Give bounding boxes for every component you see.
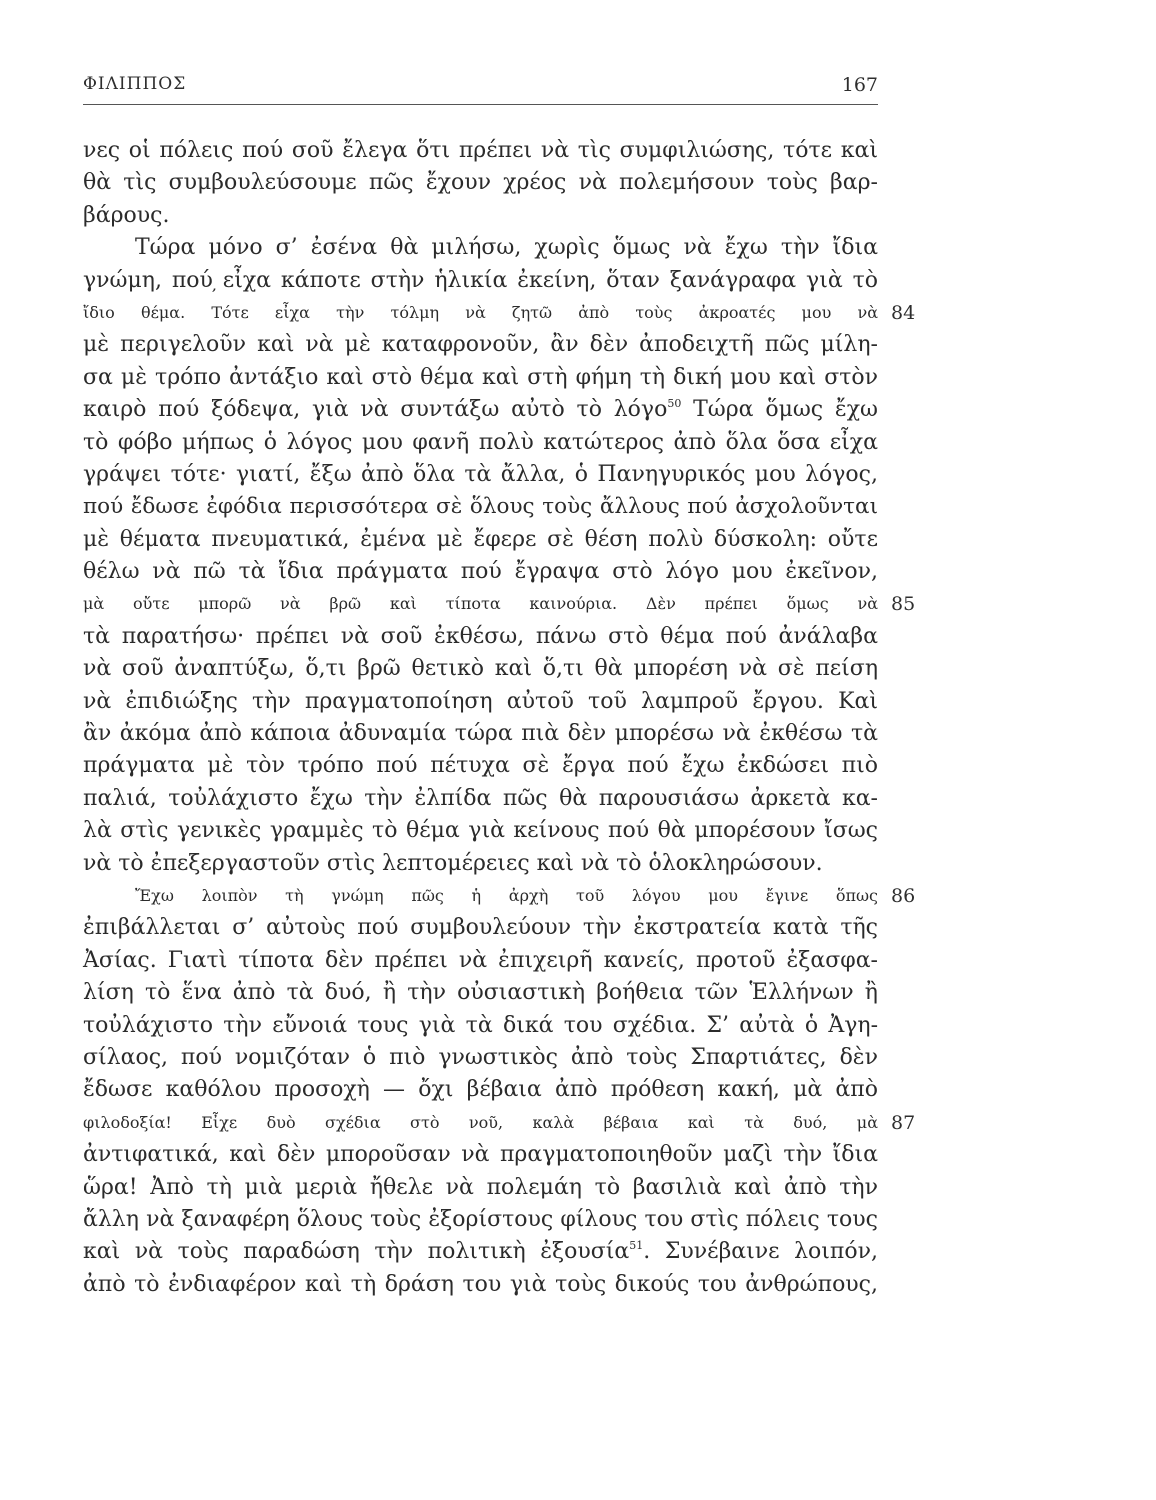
- line-text: ἄλλη νὰ ξαναφέρη ὅλους τοὺς ἐξορίστους φίλους του στὶς πόλεις τους: [83, 1206, 878, 1232]
- line-text: τὸ φόβο μήπως ὁ λόγος μου φανῆ πολὺ κατώτερος ἀπὸ ὅλα ὅσα εἶχα: [83, 429, 878, 455]
- margin-section-number: 84: [891, 301, 916, 324]
- text-line: [83, 427, 878, 459]
- text-line: [83, 880, 916, 912]
- text-line: [83, 621, 878, 653]
- line-text: μὲ θέματα πνευματικά, ἐμένα μὲ ἔφερε σὲ θέση πολὺ δύσκολη: οὔτε: [83, 526, 878, 552]
- line-text-tail: Τώρα ὅμως ἔχω: [681, 397, 878, 423]
- line-text: σίλαος, πού νομιζόταν ὁ πιὸ γνωστικὸς ἀπὸ τοὺς Σπαρτιάτες, δὲν: [83, 1044, 878, 1070]
- line-text: ἔδωσε καθόλου προσοχὴ — ὄχι βέβαια ἀπὸ πρόθεση κακή, μὰ ἀπὸ: [83, 1077, 878, 1103]
- line-text: ἀντιφατικά, καὶ δὲν μποροῦσαν νὰ πραγματοποιηθοῦν μαζὶ τὴν ἴδια: [83, 1142, 878, 1168]
- text-line: [83, 815, 878, 847]
- line-text: φιλοδοξία! Εἶχε δυὸ σχέδια στὸ νοῦ, καλὰ βέβαια καὶ τὰ δυό, μὰ: [83, 1112, 878, 1132]
- text-line: [83, 232, 878, 264]
- line-text-tail: . Συνέβαινε λοιπόν,: [643, 1239, 878, 1265]
- line-text: νες οἱ πόλεις πού σοῦ ἔλεγα ὅτι πρέπει νὰ τὶς συμφιλιώσης, τότε καὶ: [83, 138, 878, 163]
- line-text: πράγματα μὲ τὸν τρόπο πού πέτυχα σὲ ἔργα πού ἔχω ἐκδώσει πιὸ: [83, 753, 878, 779]
- line-text: ἴδιο θέμα. Τότε εἶχα τὴν τόλμη νὰ ζητῶ ἀπὸ τοὺς ἀκροατές μου νὰ: [83, 302, 878, 322]
- text-line: [83, 200, 878, 232]
- running-head: [83, 70, 878, 100]
- text-line: [83, 1042, 878, 1074]
- text-line: [83, 1236, 878, 1268]
- text-line: [83, 977, 878, 1009]
- text-line: [83, 718, 878, 750]
- text-line: [83, 750, 878, 782]
- line-text: βάρους.: [83, 202, 170, 228]
- text-line: [83, 1074, 878, 1106]
- text-line: [83, 167, 878, 199]
- line-text: γνώμη, πού ̦εἶχα κάποτε στὴν ἡλικία ἐκείνη, ὅταν ξανάγραφα γιὰ τὸ: [83, 267, 878, 293]
- line-text: λὰ στὶς γενικὲς γραμμὲς τὸ θέμα γιὰ κείνους πού θὰ μπορέσουν ἴσως: [83, 818, 878, 844]
- text-line: [83, 556, 878, 588]
- text-line: [83, 686, 878, 718]
- margin-section-number: 85: [891, 593, 916, 616]
- line-text: μὰ οὔτε μπορῶ νὰ βρῶ καὶ τίποτα καινούρια. Δὲν πρέπει ὅμως νὰ: [83, 594, 878, 614]
- text-line: [83, 297, 916, 329]
- line-text: θὰ τὶς συμβουλεύσουμε πῶς ἔχουν χρέος νὰ πολεμήσουν τοὺς βαρ-: [83, 170, 878, 196]
- text-line: [83, 1139, 878, 1171]
- text-line: [83, 524, 878, 556]
- text-line: [83, 265, 878, 297]
- text-line: [83, 653, 878, 685]
- line-text: νὰ ἐπιδιώξης τὴν πραγματοποίηση αὐτοῦ τοῦ λαμπροῦ ἔργου. Καὶ: [83, 688, 878, 714]
- footnote-marker: 50: [667, 397, 682, 411]
- text-line: [83, 1269, 878, 1301]
- line-text: Ἔχω λοιπὸν τὴ γνώμη πῶς ἡ ἀρχὴ τοῦ λόγου μου ἔγινε ὅπως: [135, 885, 878, 905]
- line-text: νὰ τὸ ἐπεξεργαστοῦν στὶς λεπτομέρειες καὶ νὰ τὸ ὁλοκληρώσουν.: [83, 850, 823, 876]
- line-text: καὶ νὰ τοὺς παραδώση τὴν πολιτικὴ ἐξουσία: [83, 1239, 630, 1265]
- body-text: [83, 135, 916, 1301]
- text-line: [83, 362, 878, 394]
- line-text: νὰ σοῦ ἀναπτύξω, ὅ,τι βρῶ θετικὸ καὶ ὅ,τι θὰ μπορέση νὰ σὲ πείση: [83, 656, 878, 682]
- text-line: [83, 783, 878, 815]
- line-text: ὥρα! Ἀπὸ τὴ μιὰ μεριὰ ἤθελε νὰ πολεμάη τὸ βασιλιὰ καὶ ἀπὸ τὴν: [83, 1174, 878, 1200]
- text-line: [83, 1107, 916, 1139]
- margin-section-number: 86: [891, 884, 916, 907]
- line-text: παλιά, τοὐλάχιστο ἔχω τὴν ἐλπίδα πῶς θὰ παρουσιάσω ἀρκετὰ κα-: [83, 785, 878, 811]
- line-text: ἂν ἀκόμα ἀπὸ κάποια ἀδυναμία τώρα πιὰ δὲν μπορέσω νὰ ἐκθέσω τὰ: [83, 721, 878, 747]
- running-title: ΦΙΛΙΠΠΟΣ: [83, 74, 187, 94]
- text-line: [83, 459, 878, 491]
- margin-section-number: 87: [891, 1111, 916, 1134]
- text-line: [83, 329, 878, 361]
- line-text: τὰ παρατήσω· πρέπει νὰ σοῦ ἐκθέσω, πάνω στὸ θέμα πού ἀνάλαβα: [83, 623, 878, 649]
- text-line: [83, 1010, 878, 1042]
- line-text: καιρὸ πού ξόδεψα, γιὰ νὰ συντάξω αὐτὸ τὸ λόγο: [83, 397, 668, 423]
- line-text: τοὐλάχιστο τὴν εὔνοιά τους γιὰ τὰ δικά του σχέδια. Σ’ αὐτὰ ὁ Ἀγη-: [83, 1012, 878, 1038]
- line-text: θέλω νὰ πῶ τὰ ἴδια πράγματα πού ἔγραψα στὸ λόγο μου ἐκεῖνον,: [83, 559, 878, 585]
- text-line: [83, 135, 878, 167]
- text-line: [83, 1172, 878, 1204]
- line-text: μὲ περιγελοῦν καὶ νὰ μὲ καταφρονοῦν, ἂν δὲν ἀποδειχτῆ πῶς μίλη-: [83, 332, 878, 358]
- text-line: [83, 1204, 878, 1236]
- text-line: [83, 945, 878, 977]
- header-rule: [83, 104, 878, 105]
- line-text: λίση τὸ ἕνα ἀπὸ τὰ δυό, ἢ τὴν οὐσιαστικὴ βοήθεια τῶν Ἑλλήνων ἢ: [83, 980, 878, 1006]
- line-text: ἐπιβάλλεται σ’ αὐτοὺς πού συμβουλεύουν τὴν ἐκστρατεία κατὰ τῆς: [83, 915, 878, 941]
- line-text: ἀπὸ τὸ ἐνδιαφέρον καὶ τὴ δράση του γιὰ τοὺς δικούς του ἀνθρώπους,: [83, 1271, 878, 1297]
- line-text: Τώρα μόνο σ’ ἐσένα θὰ μιλήσω, χωρὶς ὅμως νὰ ἔχω τὴν ἴδια: [135, 235, 878, 261]
- text-line: [83, 491, 878, 523]
- line-text: Ἀσίας. Γιατὶ τίποτα δὲν πρέπει νὰ ἐπιχειρῆ κανείς, προτοῦ ἐξασφα-: [83, 947, 878, 973]
- line-text: σα μὲ τρόπο ἀντάξιο καὶ στὸ θέμα καὶ στὴ φήμη τὴ δική μου καὶ στὸν: [83, 364, 878, 390]
- footnote-marker: 51: [629, 1239, 644, 1253]
- text-line: [83, 394, 878, 426]
- page-number: 167: [841, 74, 878, 96]
- line-text: πού ἔδωσε ἐφόδια περισσότερα σὲ ὅλους τοὺς ἄλλους πού ἀσχολοῦνται: [83, 494, 878, 520]
- text-line: [83, 912, 878, 944]
- line-text: γράψει τότε· γιατί, ἔξω ἀπὸ ὅλα τὰ ἄλλα, ὁ Πανηγυρικός μου λόγος,: [83, 461, 878, 487]
- text-line: [83, 848, 878, 880]
- text-line: [83, 588, 916, 620]
